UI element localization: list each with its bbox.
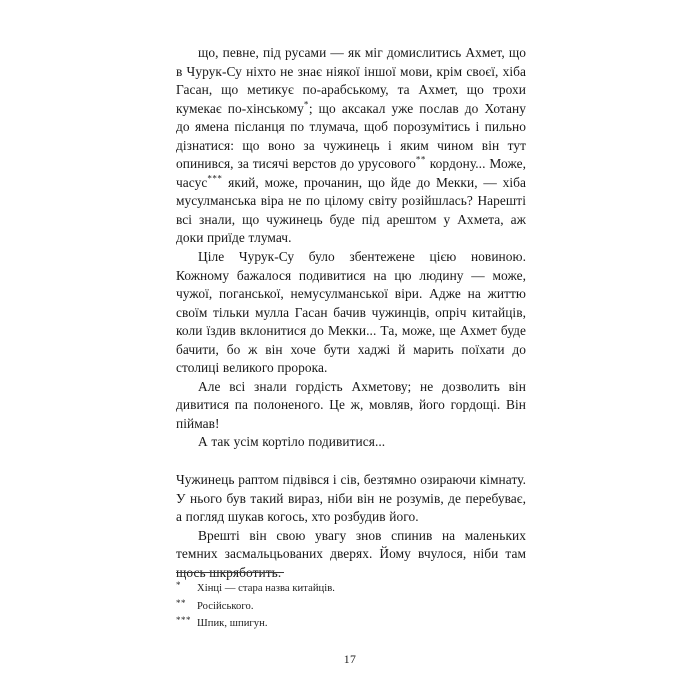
section-break [176, 452, 526, 471]
paragraph-1-run-3: ; що аксакал уже послав до Хотану до ямена післанця по тлумача, щоб порозумітись і пильно дізнатися: що воно за чужинець і яким чином він тут опинився, за тисячі верстов до урусового [176, 100, 526, 172]
footnote-text: Російського. [197, 600, 254, 612]
body-text-block [176, 44, 526, 582]
page-number: 17 [343, 652, 357, 666]
footnote-marker: *** [176, 615, 191, 625]
footnote-ref-2[interactable]: ** [415, 154, 426, 165]
paragraph-2: Ціле Чурук-Су було збентежене цією новиною. Кожному бажалося подивитися на цю людину — може, чужої, поганської, немусулманської віри. Адже на життю своїм тільки мулла Гасан бачив чужинців, опріч китайців, коли їздив вклонитися до Мекки... Та, може, ще Ахмет буде бачити, бо ж він хоче бути хаджі й марить поїхати до столиці великого пророка. [176, 249, 526, 376]
paragraph-1-run-5: кордону... Може, часус [176, 156, 527, 190]
footnote-item [176, 617, 526, 631]
footnote-text: Шпик, шпигун. [197, 618, 268, 629]
footnote-area [176, 572, 526, 635]
paragraph-1 [176, 44, 526, 248]
paragraph-4: А так усім кортіло подивитися... [198, 434, 386, 450]
paragraph-5: Чужинець раптом підвівся і сів, безтямно озираючи кімнату. У нього був такий вираз, ніби він не розумів, де перебуває, а погляд шукав когось, хто розбудив його. [176, 472, 526, 525]
paragraph-1-run-7: який, може, прочанин, що йде до Мекки, — хіба мусулманська віра не по цілому світу розійшлась? Нарешті всі знали, що чужинець буде під арештом у Ахмета, аж доки приїде тлумач. [176, 174, 526, 246]
footnote-item [176, 597, 526, 614]
footnote-marker: ** [176, 597, 186, 608]
paragraph-1-run-1: що, певне, під русами — як міг домислитись Ахмет, що в Чурук-Су ніхто не знає ніякої іншої мови, крім своєї, хіба Гасан, що метикує по-арабському, та Ахмет, що трохи кумекає по-хінському [176, 45, 526, 116]
paragraph-3: Але всі знали гордість Ахметову; не дозволить він дивитися па полоненого. Це ж, мовляв, його гордощі. Він піймав! [176, 378, 526, 431]
footnote-text: Хінці — стара назва китайців. [197, 583, 336, 594]
paragraph-6: Врешті він свою увагу знов спинив на маленьких темних засмальцьованих дверях. Йому вчулося, ніби там щось шкряботить. [176, 527, 526, 580]
footnote-separator-rule [176, 572, 284, 573]
footnote-ref-3[interactable]: *** [207, 173, 223, 184]
footnote-item [176, 582, 526, 596]
footnote-ref-1[interactable]: * [303, 99, 309, 110]
footnote-marker: * [176, 580, 181, 590]
